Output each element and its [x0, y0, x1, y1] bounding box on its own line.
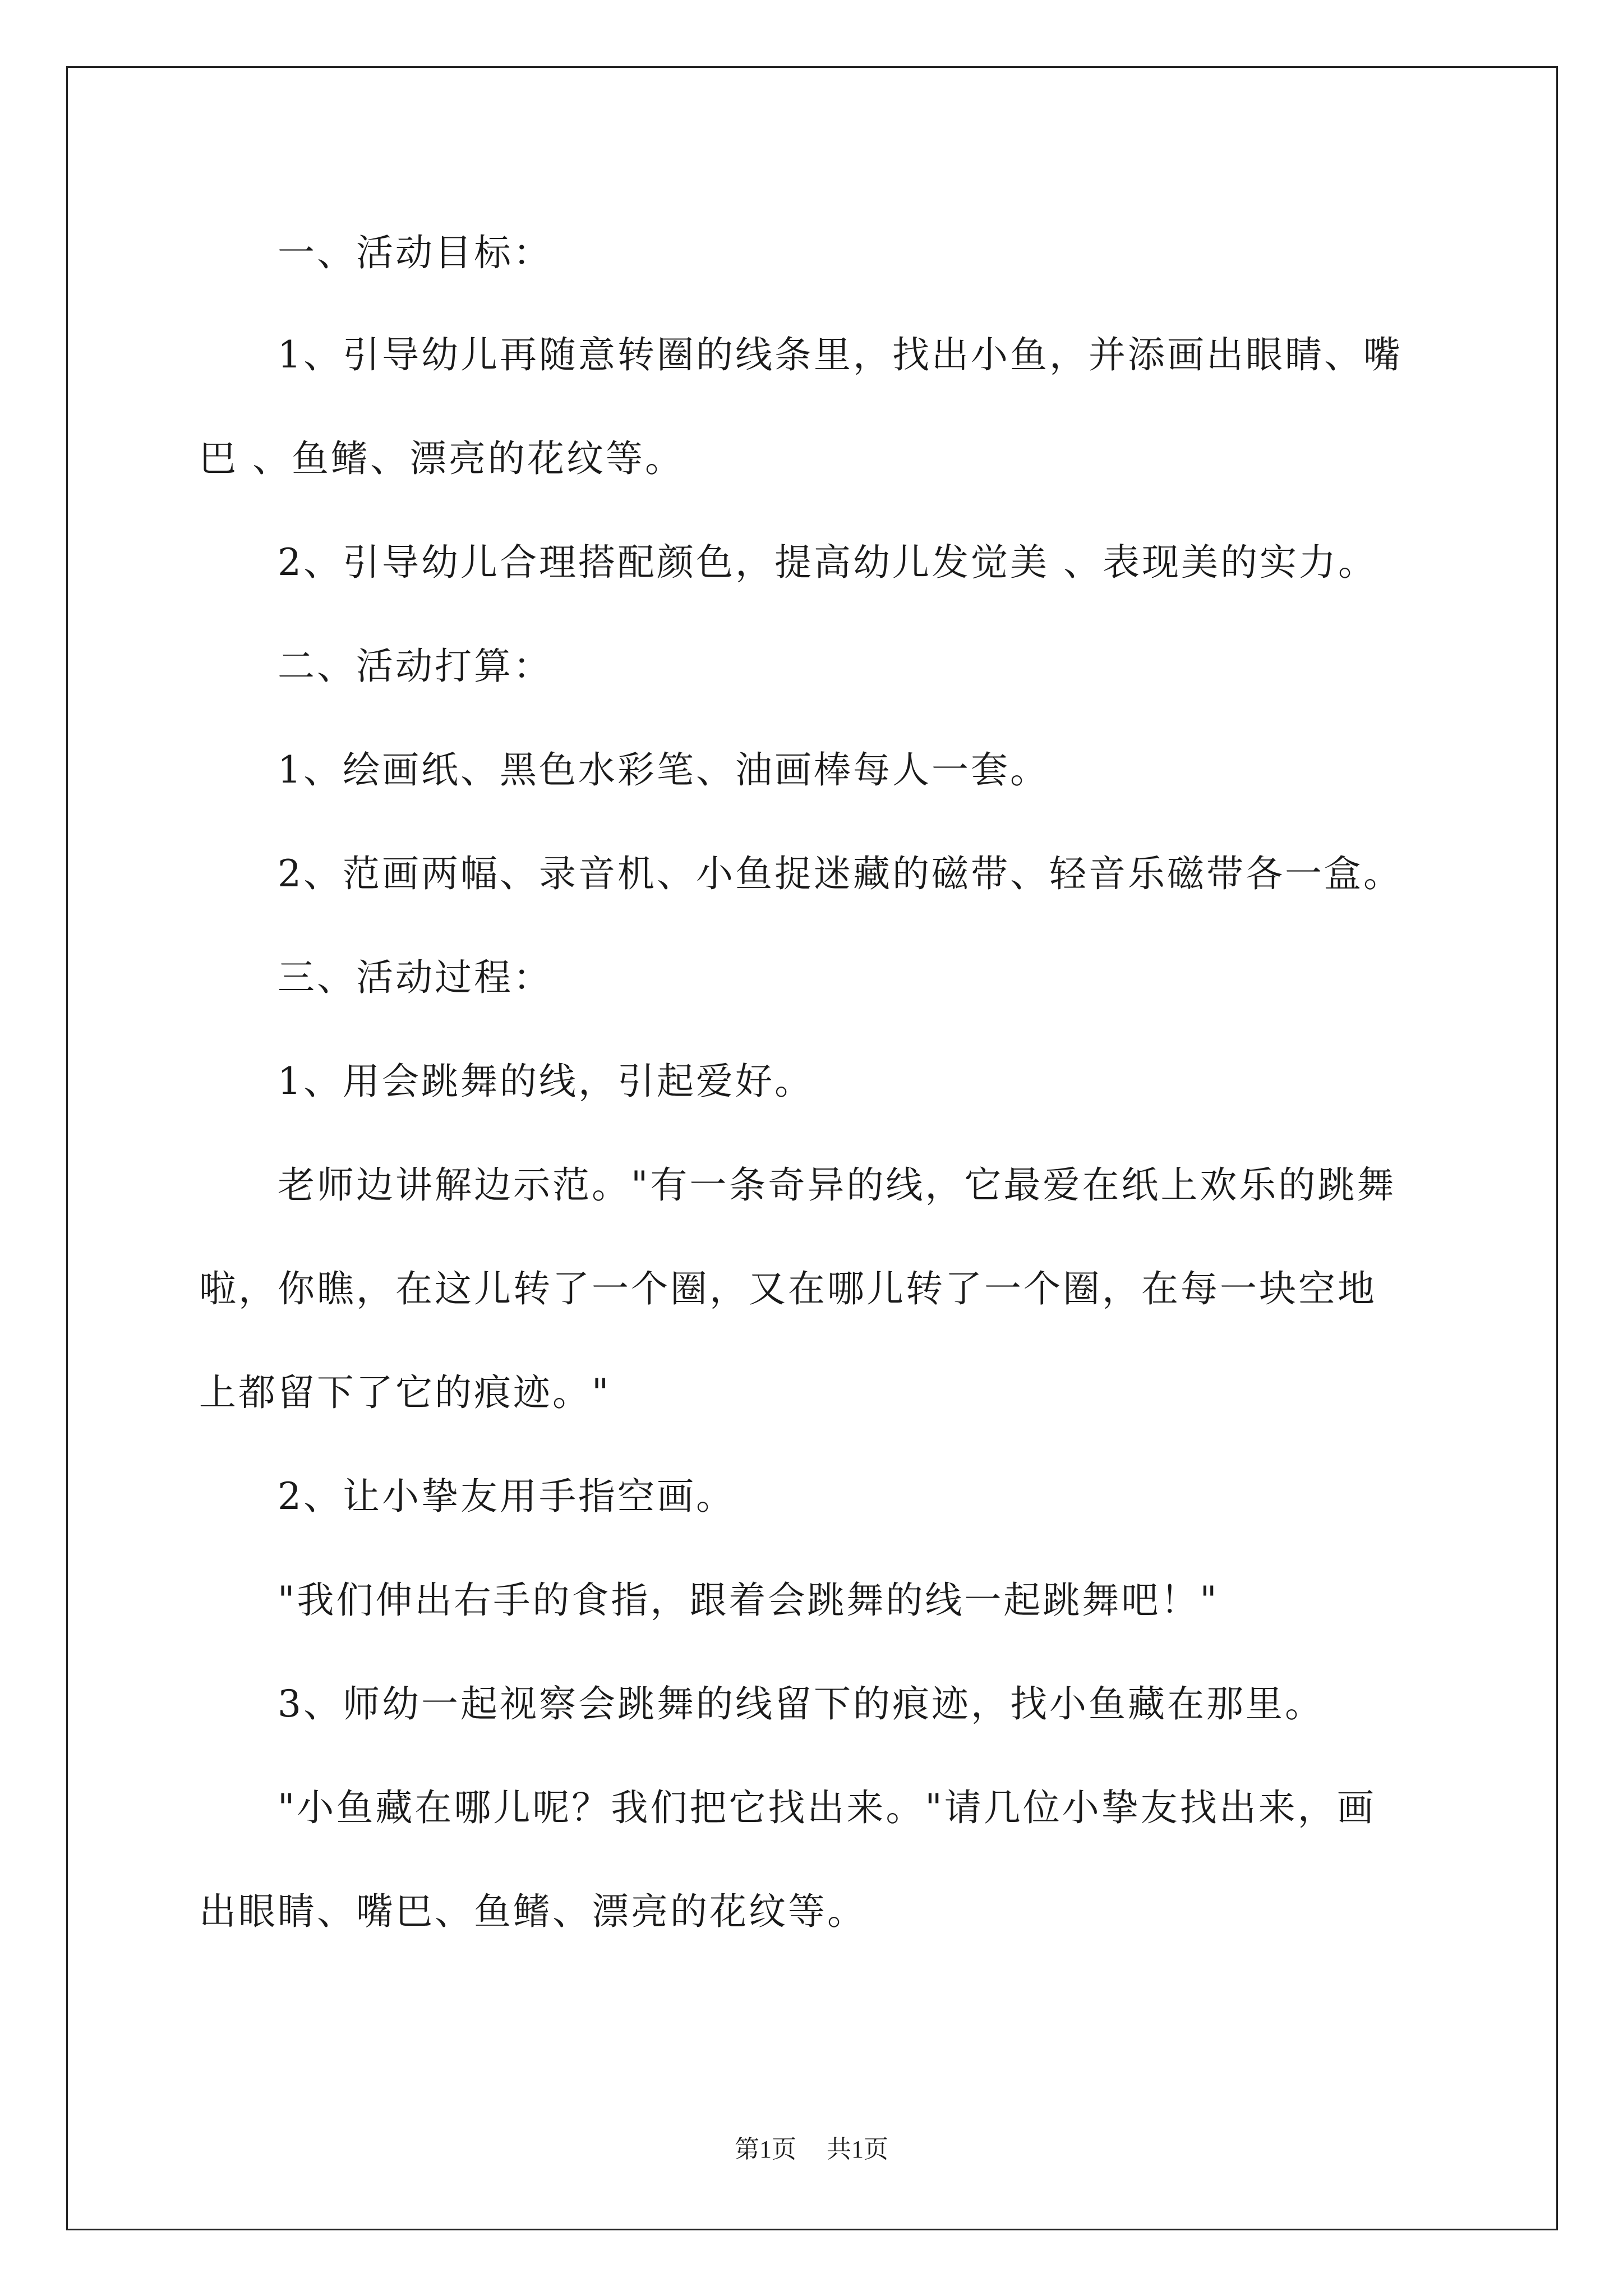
paragraph: 1、绘画纸、黑色水彩笔、油画棒每人一套。 [278, 748, 1049, 792]
section-heading-preparation: 二、活动打算： [278, 645, 552, 688]
paragraph: 1、用会跳舞的线，引起爱好。 [278, 1060, 814, 1103]
page-number-current: 第1页 [735, 2136, 796, 2163]
paragraph: 2、范画两幅、录音机、小鱼捉迷藏的磁带、轻音乐磁带各一盒。 [278, 852, 1403, 895]
paragraph-continuation: 出眼睛、嘴巴、鱼鳍、漂亮的花纹等。 [199, 1890, 866, 1933]
paragraph: 2、引导幼儿合理搭配颜色，提高幼儿发觉美 、表现美的实力。 [278, 541, 1377, 584]
paragraph-continuation: 啦，你瞧，在这儿转了一个圈，又在哪儿转了一个圈，在每一块空地 [199, 1267, 1377, 1310]
paragraph-continuation: 巴 、鱼鳍、漂亮的花纹等。 [199, 437, 684, 480]
page-footer [0, 2129, 1623, 2165]
section-heading-goals: 一、活动目标： [278, 231, 552, 274]
paragraph: 老师边讲解边示范。"有一条奇异的线，它最爱在纸上欢乐的跳舞 [278, 1163, 1396, 1207]
paragraph: "小鱼藏在哪儿呢？我们把它找出来。"请几位小挚友找出来，画 [278, 1786, 1376, 1829]
paragraph: 2、让小挚友用手指空画。 [278, 1475, 735, 1518]
paragraph-continuation: 上都留下了它的痕迹。" [199, 1371, 611, 1414]
page-number-total: 共1页 [827, 2136, 888, 2163]
paragraph: 3、师幼一起视察会跳舞的线留下的痕迹，找小鱼藏在那里。 [278, 1682, 1324, 1726]
paragraph: "我们伸出右手的食指，跟着会跳舞的线一起跳舞吧！" [278, 1579, 1219, 1622]
section-heading-process: 三、活动过程： [278, 956, 552, 999]
paragraph: 1、引导幼儿再随意转圈的线条里，找出小鱼，并添画出眼睛、嘴 [278, 333, 1403, 376]
